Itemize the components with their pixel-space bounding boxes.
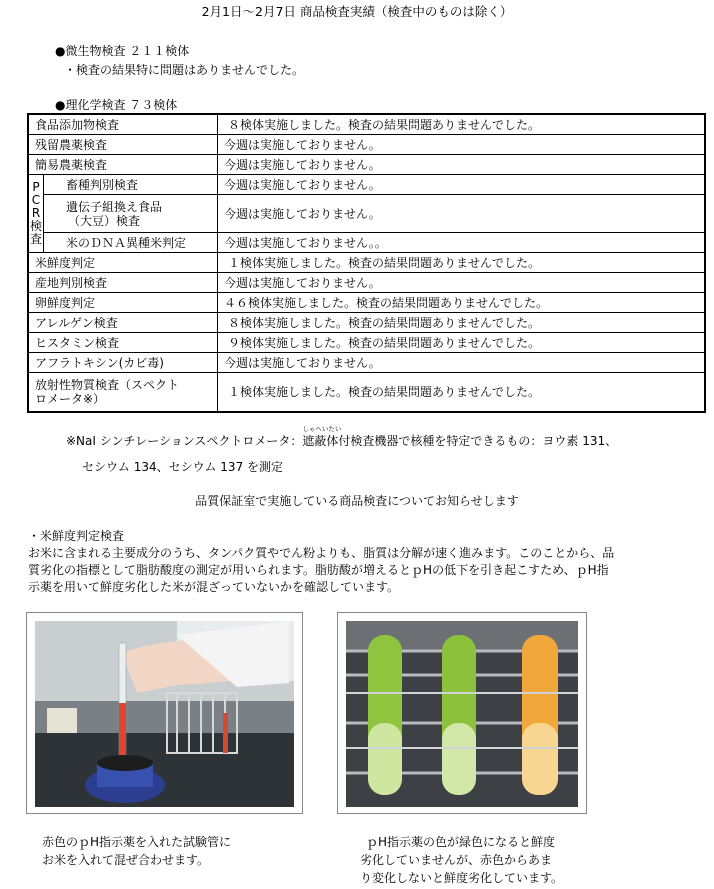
table-row: [28, 233, 705, 253]
footnote-part1: ※NaI シンチレーションスペクトロメータ：: [66, 434, 303, 448]
table-row: [28, 114, 705, 135]
test-result: 今週は実施しておりません。: [218, 135, 706, 155]
rice-text-line1: お米に含まれる主要成分のうち、タンパク質やでん粉よりも、脂質は分解が速く進みます。このことから、品: [28, 546, 615, 560]
test-name: アフラトキシン(カビ毒): [28, 353, 218, 373]
footnote-line1: [66, 425, 618, 449]
table-row: [28, 373, 705, 413]
test-name: アレルゲン検査: [28, 313, 218, 333]
ruby-base: 遮蔽: [302, 434, 327, 448]
table-row: [28, 195, 705, 233]
table-row: [28, 155, 705, 175]
footnote-part2: 体付検査機器で核種を特定できるもの：ヨウ素 131、: [326, 434, 618, 448]
test-name-line2: （大豆）検査: [68, 213, 141, 228]
pcr-label-text: PCR検査: [30, 180, 43, 246]
micro-result: ・検査の結果特に問題はありませんでした。: [64, 63, 305, 77]
test-result: 今週は実施しておりません。: [218, 175, 706, 195]
table-row: [28, 135, 705, 155]
table-row: [28, 313, 705, 333]
test-result: 今週は実施しておりません。。: [218, 233, 706, 253]
photo-test-tube-results: [337, 612, 587, 814]
test-result: １検体実施しました。検査の結果問題ありませんでした。: [218, 373, 706, 413]
rice-text-line2: 質劣化の指標として脂肪酸度の測定が用いられます。脂肪酸が増えるとｐHの低下を引き起こすため、ｐH指: [28, 563, 609, 577]
table-row: [28, 333, 705, 353]
test-result: １検体実施しました。検査の結果問題ありませんでした。: [218, 253, 706, 273]
pcr-group-label: [28, 175, 44, 253]
test-result: ９検体実施しました。検査の結果問題ありませんでした。: [218, 333, 706, 353]
table-row: [28, 175, 705, 195]
test-name: 卵鮮度判定: [28, 293, 218, 313]
rice-text-line3: 示薬を用いて鮮度劣化した米が混ざっていないかを確認しています。: [28, 580, 400, 594]
photo-test-tube-mixing: [26, 612, 303, 814]
inspection-table: [27, 113, 706, 413]
test-name: 産地判別検査: [28, 273, 218, 293]
caption-right-line2: 劣化していませんが、赤色からあま: [360, 853, 553, 867]
caption-left-line1: 赤色のｐH指示薬を入れた試験管に: [42, 835, 232, 849]
page-title: 2月1日～2月7日 商品検査実績（検査中のものは除く）: [201, 4, 513, 19]
test-tube-mixing-image: [27, 613, 302, 813]
ruby-reading: しゃへいたい: [302, 425, 342, 433]
test-name: 食品添加物検査: [28, 114, 218, 135]
test-result: ８検体実施しました。検査の結果問題ありませんでした。: [218, 313, 706, 333]
test-name: ヒスタミン検査: [28, 333, 218, 353]
test-name: 米のＤＮＡ異種米判定: [44, 233, 218, 253]
table-row: [28, 353, 705, 373]
test-result: 今週は実施しておりません。: [218, 353, 706, 373]
caption-left-line2: お米を入れて混ぜ合わせます。: [42, 853, 210, 867]
table-row: [28, 253, 705, 273]
test-result: 今週は実施しておりません。: [218, 195, 706, 233]
test-result: 今週は実施しておりません。: [218, 155, 706, 175]
table-row: [28, 293, 705, 313]
test-name: 残留農薬検査: [28, 135, 218, 155]
chem-heading: ●理化学検査 ７３検体: [55, 98, 178, 112]
test-result: 今週は実施しておりません。: [218, 273, 706, 293]
caption-right-line1: ｐH指示薬の色が緑色になると鮮度: [366, 835, 556, 849]
rice-heading: ・米鮮度判定検査: [28, 529, 125, 543]
test-result: ４６検体実施しました。検査の結果問題ありませんでした。: [218, 293, 706, 313]
test-name-line1: 放射性物質検査（スペクト: [35, 378, 180, 392]
test-name-line2: ロメータ※）: [35, 392, 106, 406]
test-name: 米鮮度判定: [28, 253, 218, 273]
table-row: [28, 273, 705, 293]
test-name: [44, 195, 218, 233]
test-name-line1: 遺伝子組換え食品: [66, 199, 163, 214]
caption-right-line3: り変化しないと鮮度劣化しています。: [360, 871, 564, 885]
test-result: ８検体実施しました。検査の結果問題ありませんでした。: [218, 114, 706, 135]
notice-text: 品質保証室で実施している商品検査についてお知らせします: [195, 494, 519, 508]
test-tube-results-image: [338, 613, 586, 813]
test-name: 簡易農薬検査: [28, 155, 218, 175]
ruby-word: [302, 425, 342, 449]
micro-heading: ●微生物検査 ２１１検体: [55, 44, 190, 58]
test-name: [28, 373, 218, 413]
footnote-line2: セシウム 134、セシウム 137 を測定: [82, 460, 284, 474]
test-name: 畜種判別検査: [44, 175, 218, 195]
